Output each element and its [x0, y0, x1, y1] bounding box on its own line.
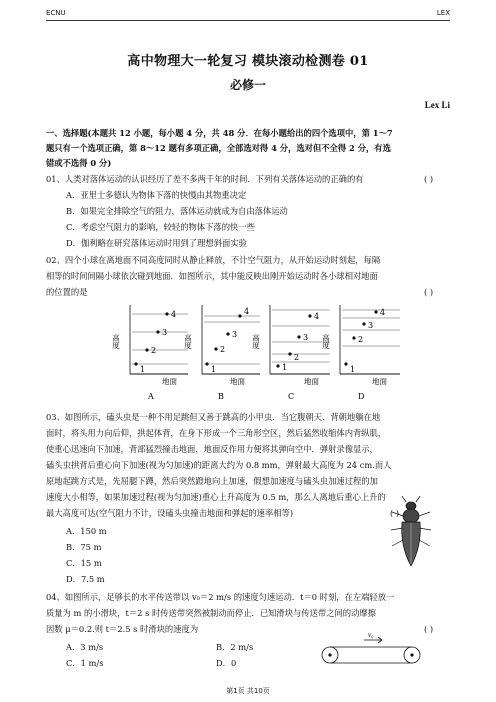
q3-option-d: D．7.5 m	[66, 574, 105, 584]
page-title: 高中物理大一轮复习 模块滚动检测卷 01	[127, 54, 369, 69]
q2-b-num-4: 4	[244, 307, 250, 316]
q2-a-ground-label: 地面	[162, 377, 177, 386]
q3-line2: 面时，将头用力向后仰，拱起体背，在身下形成一个三角形空区，然后猛然收缩体内背纵肌，	[46, 428, 387, 438]
q3-line6: 速度大小相等，如果加速过程(视为匀加速)重心上升高度为 0.5 m，那么人离地后重心上升的	[46, 492, 386, 502]
q4-option-d: D．0	[216, 658, 237, 668]
q2-d-ground-label: 地面	[372, 377, 387, 386]
q2-line3: 的位置的是	[46, 287, 88, 297]
q4-answer-paren: ( )	[424, 624, 434, 634]
q2-c-num-3: 3	[303, 333, 309, 342]
q1-option-a: A．亚里士多德认为物体下落的快慢由其物重决定	[66, 190, 247, 200]
q4-option-c: C．1 m/s	[66, 658, 104, 668]
q2-c-num-1: 1	[282, 363, 288, 372]
q2-b-ground-label: 地面	[230, 377, 245, 386]
q2-a-num-2: 2	[151, 346, 157, 355]
q3-option-c: C．15 m	[66, 558, 102, 568]
q2-c-ground-label: 地面	[304, 377, 319, 386]
q2-line1: 02、四个小球在离地面不同高度同时从静止释放，不计空气阻力，从开始运动时刻起，每隔	[46, 255, 381, 265]
q3-option-a: A．150 m	[66, 526, 107, 536]
q2-d-num-3: 3	[368, 321, 374, 330]
header-right: LEX	[436, 9, 450, 17]
page-subtitle: 必修一	[229, 78, 266, 92]
page-header	[46, 6, 450, 21]
q2-a-num-1: 1	[140, 365, 146, 374]
q3-line3: 使重心迅速向下加速，背部猛烈撞击地面，地面反作用力便将其弹向空中．弹射录像显示，	[46, 444, 378, 454]
q2-panel-d	[321, 305, 400, 401]
q2-panel-b	[183, 305, 260, 401]
q3-line1: 03、如图所示，磕头虫是一种不用足跳但又善于跳高的小甲虫．当它腹朝天、背朝地躺在地	[46, 412, 381, 422]
beetle-illustration	[388, 496, 434, 576]
author: Lex Li	[424, 100, 450, 110]
q2-b-height-label: 高度	[183, 334, 193, 349]
q3-option-b: B．75 m	[66, 542, 102, 552]
q2-c-num-2: 2	[294, 353, 300, 362]
q2-panel-a	[111, 305, 188, 401]
q2-answer-paren: ( )	[424, 287, 434, 297]
q2-b-label: B	[218, 392, 224, 401]
q2-panel-c	[251, 305, 330, 401]
q2-d-num-4: 4	[380, 308, 386, 317]
q2-a-height-label: 高度	[111, 334, 121, 349]
conveyor-belt-figure	[316, 630, 426, 670]
q2-b-num-1: 1	[211, 365, 217, 374]
q3-answer-paren: ( )	[390, 508, 400, 518]
q2-figure	[110, 302, 400, 401]
q1-option-b: B．如果完全排除空气的阻力，落体运动就成为自由落体运动	[66, 206, 288, 216]
q4-line1: 04、如图所示，足够长的水平传送带以 v₀＝2 m/s 的速度匀速运动．t＝0 时刻，在左端轻放一	[46, 592, 395, 602]
q1-option-c: C．考虑空气阻力的影响，较轻的物体下落的快一些	[66, 222, 255, 232]
q2-b-num-3: 3	[232, 330, 238, 339]
q1-option-d: D．伽利略在研究落体运动时用到了理想斜面实验	[66, 238, 247, 248]
q2-c-num-4: 4	[314, 312, 320, 321]
section-heading-line1: 一、选择题(本题共 12 小题，每小题 4 分，共 48 分．在每小题给出的四个选项中，第 1～7	[46, 128, 393, 138]
section-heading-line2: 题只有一个选项正确，第 8～12 题有多项正确，全部选对得 4 分，选对但不全得 2 分，有选	[46, 143, 391, 153]
q4-option-a: A．3 m/s	[66, 642, 104, 652]
q3-line4: 磕头虫拱背后重心向下加速(视为匀加速)的距离大约为 0.8 mm，弹射最大高度为 24 cm.而人	[46, 460, 392, 470]
q2-b-num-2: 2	[220, 345, 226, 354]
section-heading-line3: 错或不选得 0 分)	[46, 158, 112, 168]
q1-stem: 01、人类对落体运动的认识经历了差不多两千年的时间．下列有关落体运动的正确的有	[46, 174, 364, 184]
q1-answer-paren: ( )	[424, 174, 434, 184]
q2-a-label: A	[148, 392, 154, 401]
q4-option-b: B．2 m/s	[216, 642, 254, 652]
q4-line2: 质量为 m 的小滑块，t＝2 s 时传送带突然被制动而停止．已知滑块与传送带之间的动摩擦	[46, 608, 376, 618]
q2-d-num-2: 2	[358, 335, 364, 344]
q4-line3: 因数 μ＝0.2.则 t＝2.5 s 时滑块的速度为	[46, 624, 199, 634]
q2-d-num-1: 1	[350, 365, 356, 374]
belt-velocity-label: v₀	[368, 631, 374, 639]
q2-c-label: C	[288, 392, 295, 401]
q2-c-height-label: 高度	[251, 334, 261, 349]
q2-d-height-label: 高度	[321, 334, 331, 349]
q2-a-num-3: 3	[162, 328, 168, 337]
q2-line2: 相等的时间间隔小球依次碰到地面．如图所示，其中能反映出刚开始运动时各小球相对地面	[46, 271, 378, 281]
q2-a-num-4: 4	[171, 310, 177, 319]
q2-d-label: D	[358, 392, 365, 401]
q3-line7: 最大高度可达(空气阻力不计，设磕头虫撞击地面和弹起的速率相等)	[46, 508, 294, 518]
q3-line5: 原地起跳方式是，先屈腿下蹲，然后突然蹬地向上加速，假想加速度与磕头虫加速过程的加	[46, 476, 378, 486]
header-left: ECNU	[46, 9, 66, 17]
page-footer: 第1页 共10页	[226, 687, 270, 695]
